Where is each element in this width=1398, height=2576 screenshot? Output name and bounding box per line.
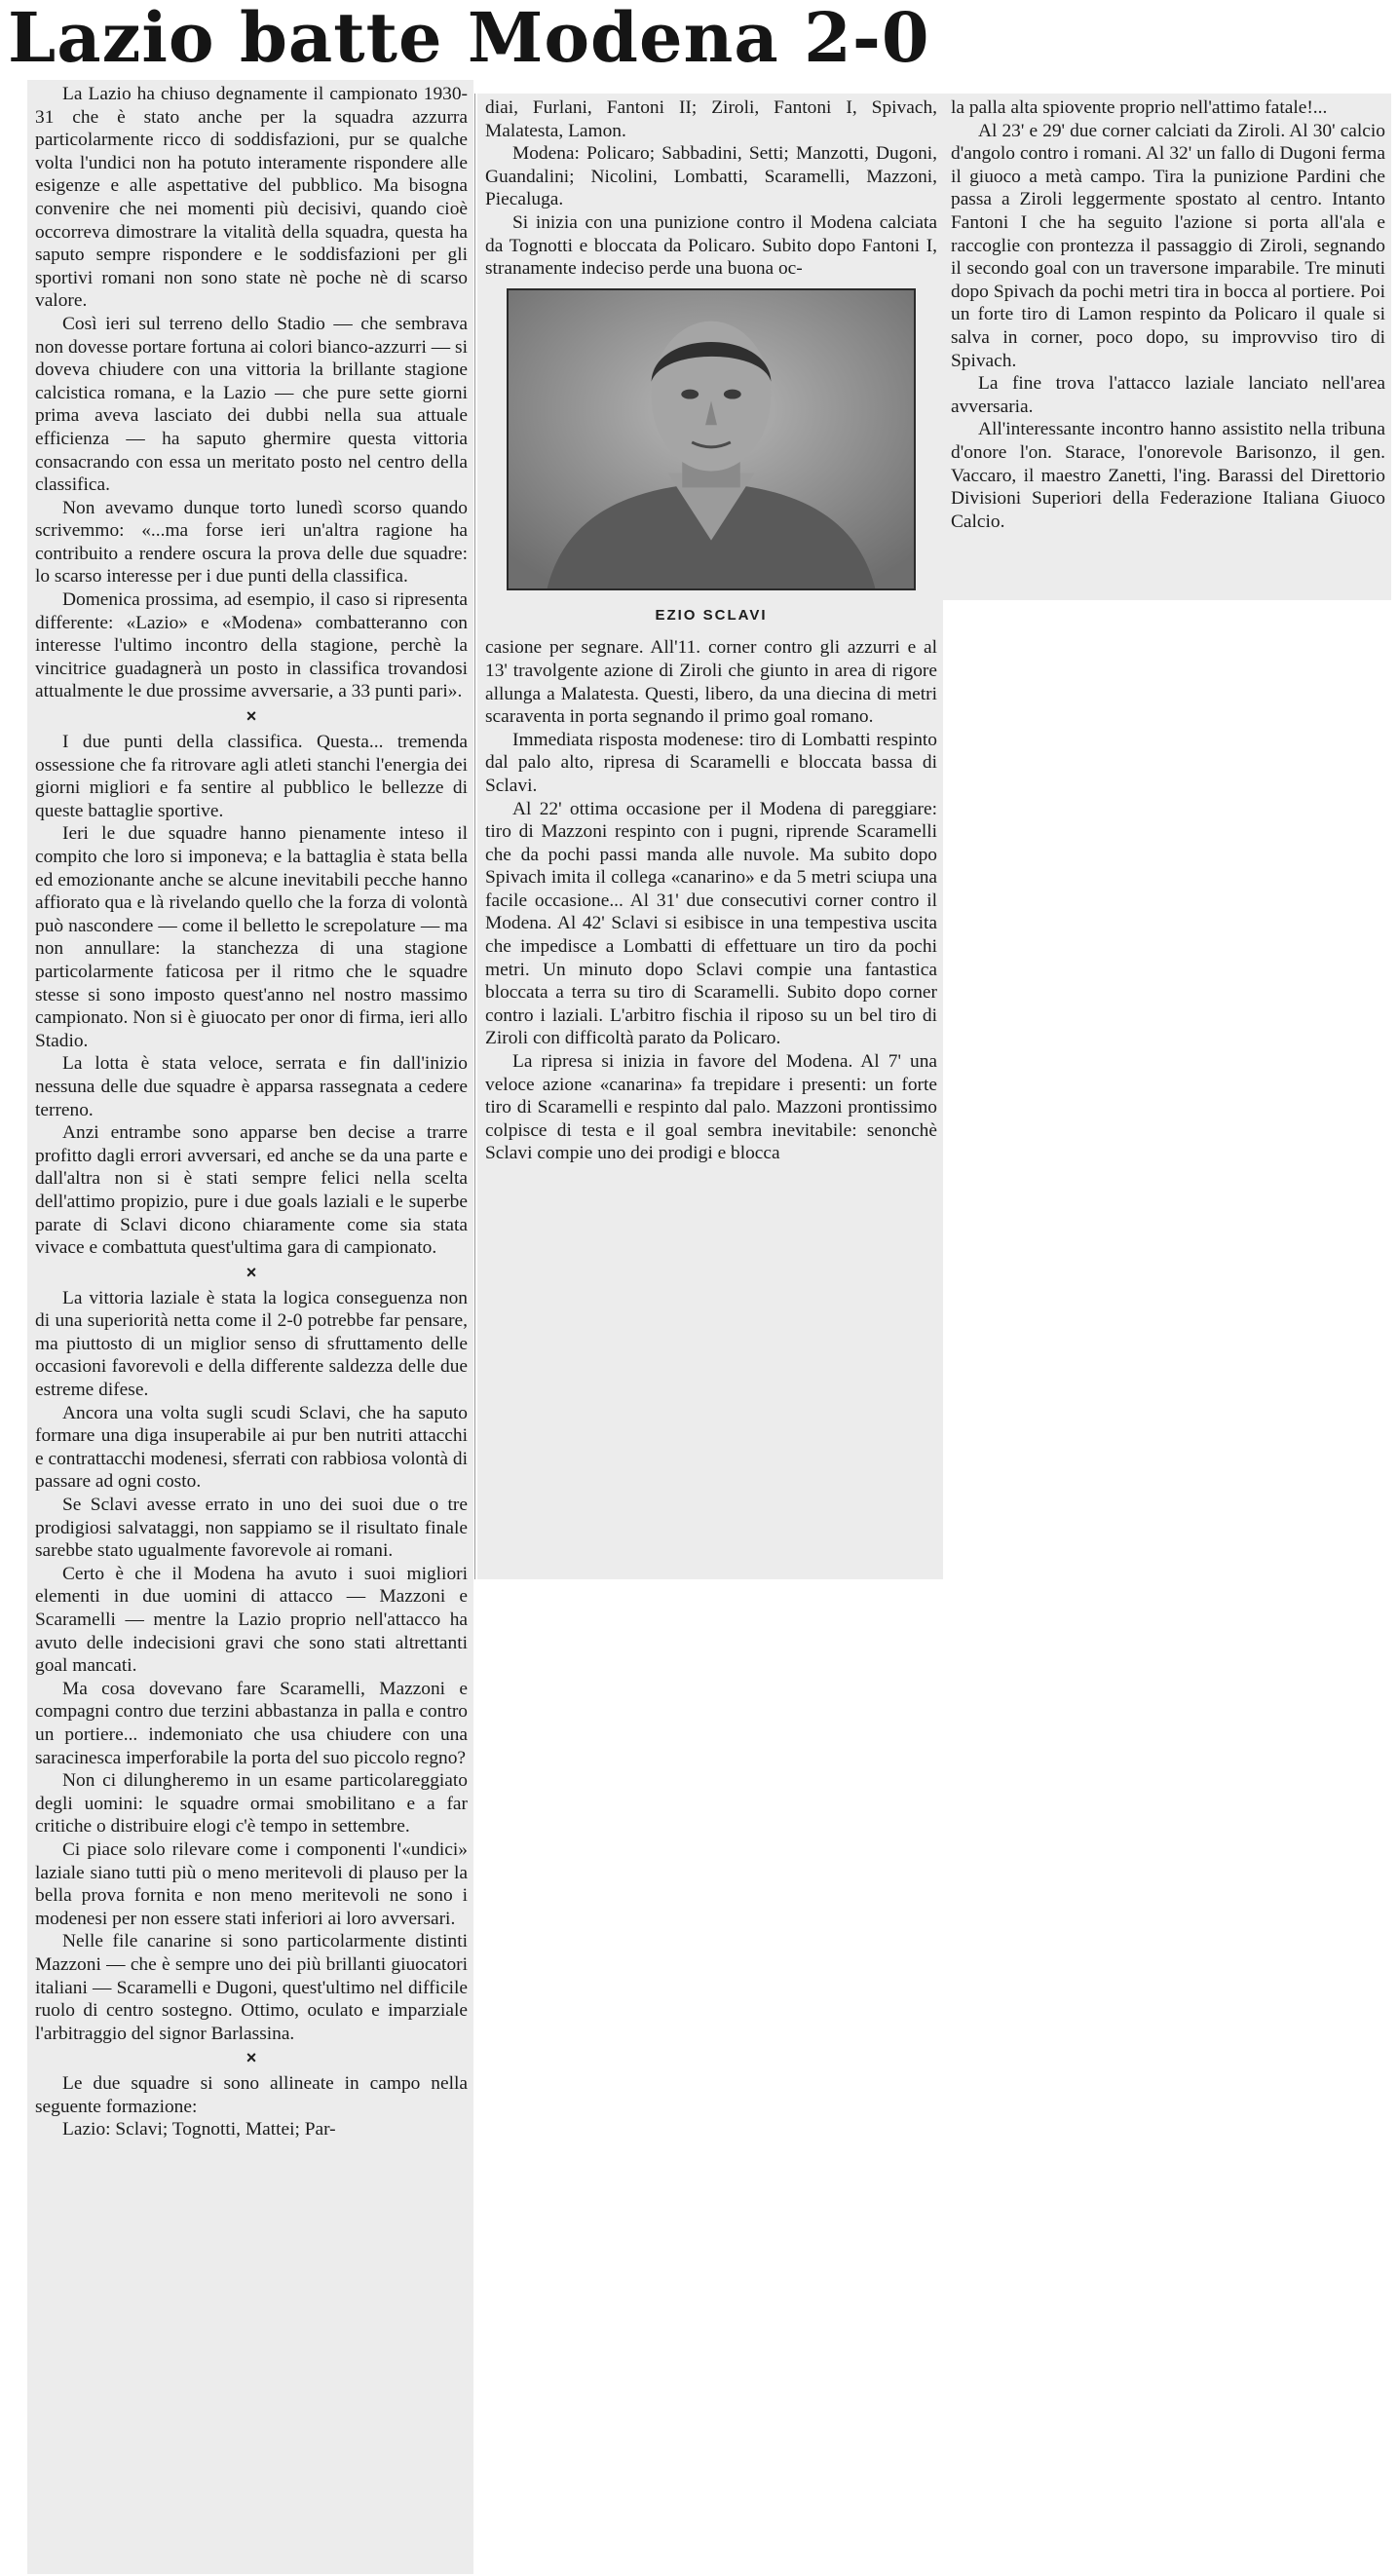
article-column-2	[477, 94, 943, 1579]
paragraph: Anzi entrambe sono apparse ben decise a trarre profitto dagli errori avversari, ed anche se da una parte e dall'altra non si è stati sempre felici nella scelta dell'attimo propizio, pure i due goals laziali e le superbe parate di Sclavi dicono chiaramente come sia stata vivace e combattuta quest'ultima gara di campionato.	[35, 1122, 468, 1259]
player-photo	[507, 288, 916, 590]
paragraph: Si inizia con una punizione contro il Modena calciata da Tognotti e bloccata da Policaro. Subito dopo Fantoni I, stranamente indeciso perde una buona oc-	[485, 211, 937, 280]
lineup-modena: Modena: Policaro; Sabbadini, Setti; Manzotti, Dugoni, Guandalini; Nicolini, Lombatti, Scaramelli, Mazzoni, Piecaluga.	[485, 143, 937, 210]
photo-block	[507, 288, 916, 627]
article-column-3	[943, 94, 1391, 600]
paragraph: All'interessante incontro hanno assistito nella tribuna d'onore l'on. Starace, l'onorevole Barisonzo, il gen. Vaccaro, il maestro Zanetti, l'ing. Barassi del Direttorio Divisioni Superiori della Federazione Italiana Giuoco Calcio.	[951, 419, 1385, 532]
lineup-lazio-continued: diai, Furlani, Fantoni II; Ziroli, Fantoni I, Spivach, Malatesta, Lamon.	[485, 97, 937, 141]
article-column-1	[27, 80, 473, 2574]
headline: Lazio batte Modena 2-0	[8, 0, 930, 76]
paragraph: la palla alta spiovente proprio nell'attimo fatale!...	[951, 97, 1328, 118]
paragraph: La ripresa si inizia in favore del Modena. Al 7' una veloce azione «canarina» fa trepidare i presenti: un forte tiro di Scaramelli e respinto dal palo. Mazzoni prontissimo colpisce di testa e il goal sembra inevitabile: senonchè Sclavi compie uno dei prodigi e blocca	[485, 1051, 937, 1164]
portrait-image	[509, 290, 914, 588]
section-separator: ×	[246, 1262, 257, 1282]
paragraph: La lotta è stata veloce, serrata e fin dall'inizio nessuna delle due squadre è apparsa rassegnata a cedere terreno.	[35, 1053, 468, 1120]
paragraph: Ieri le due squadre hanno pienamente inteso il compito che loro si imponeva; e la battaglia è stata bella ed emozionante anche se alcune inevitabili pecche hanno affiorato qua e là rivelando quello che la forza di volontà può nascondere — come il belletto le screpolature — ma non annullare: la stanchezza di una stagione particolarmente faticosa per il ritmo che le squadre stesse si sono imposto quest'anno nel nostro massimo campionato. Non si è giuocato per onor di firma, ieri allo Stadio.	[35, 823, 468, 1051]
paragraph: La vittoria laziale è stata la logica conseguenza non di una superiorità netta come il 2-0 potrebbe far pensare, ma piuttosto di un miglior senso di sfruttamento delle occasioni favorevoli e della differente saldezza delle due estreme difese.	[35, 1287, 468, 1401]
section-separator: ×	[246, 706, 257, 727]
lineup-lazio: Lazio: Sclavi; Tognotti, Mattei; Par-	[62, 2119, 336, 2140]
paragraph: Ma cosa dovevano fare Scaramelli, Mazzoni e compagni contro due terzini abbastanza in palla e contro un portiere... indemoniato che usa chiudere con una saracinesca imperforabile la porta del suo piccolo regno?	[35, 1678, 468, 1768]
paragraph: Certo è che il Modena ha avuto i suoi migliori elementi in due uomini di attacco — Mazzoni e Scaramelli — mentre la Lazio proprio nell'attacco ha avuto delle indecisioni gravi che sono stati altrettanti goal mancati.	[35, 1563, 468, 1677]
paragraph: Le due squadre si sono allineate in campo nella seguente formazione:	[35, 2073, 468, 2117]
paragraph: Al 23' e 29' due corner calciati da Ziroli. Al 30' calcio d'angolo contro i romani. Al 32' un fallo di Dugoni ferma il giuoco a metà campo. Tira la punizione Pardini che passa a Ziroli leggermente spostato al centro. Intanto Fantoni I che ha seguito l'azione si porta all'ala e raccoglie con prontezza il passaggio di Ziroli, segnando il secondo goal con un traversone imparabile. Tre minuti dopo Spivach da pochi metri tira in bocca al portiere. Poi un forte tiro di Lamon respinto da Policaro il quale si salva in corner, poco dopo, su improvviso tiro di Spivach.	[951, 120, 1385, 371]
paragraph: Domenica prossima, ad esempio, il caso si ripresenta differente: «Lazio» e «Modena» combatteranno con interesse l'ultimo incontro della stagione, perchè la vincitrice guadagnerà un posto in classifica trovandosi attualmente le due prossime avversarie, a 33 punti pari».	[35, 589, 468, 702]
paragraph: Immediata risposta modenese: tiro di Lombatti respinto dal palo alto, ripresa di Scaramelli e bloccata bassa di Sclavi.	[485, 729, 937, 796]
paragraph: Al 22' ottima occasione per il Modena di pareggiare: tiro di Mazzoni respinto con i pugni, riprende Scaramelli che da pochi passi manda alle nuvole. Ma subito dopo Spivach imita il collega «canarino» e da 5 metri sciupa una facile occasione... Al 31' due consecutivi corner contro il Modena. Al 42' Sclavi si esibisce in una tempestiva uscita che impedisce a Lombatti di effettuare un tiro da pochi metri. Un minuto dopo Sclavi compie una fantastica bloccata a terra su tiro di Scaramelli. Subito dopo corner contro i laziali. L'arbitro fischia il riposo su un bel tiro di Ziroli con difficoltà parato da Policaro.	[485, 798, 937, 1049]
paragraph: I due punti della classifica. Questa... tremenda ossessione che fa ritrovare agli atleti stanchi l'energia dei giorni migliori e fa sentire al pubblico le bellezze di queste battaglie sportive.	[35, 732, 468, 821]
photo-caption: EZIO SCLAVI	[655, 606, 768, 624]
paragraph: Nelle file canarine si sono particolarmente distinti Mazzoni — che è sempre uno dei più brillanti giuocatori italiani — Scaramelli e Dugoni, quest'ultimo nel difficile ruolo di centro sostegno. Ottimo, oculato e imparziale l'arbitraggio del signor Barlassina.	[35, 1931, 468, 2044]
paragraph: Non avevamo dunque torto lunedì scorso quando scrivemmo: «...ma forse ieri un'altra ragione ha contribuito a rendere oscura la prova delle due squadre: lo scarso interesse per i due punti della classifica.	[35, 497, 468, 587]
column-rule	[474, 94, 475, 1579]
paragraph: Ancora una volta sugli scudi Sclavi, che ha saputo formare una diga insuperabile ai pur ben nutriti attacchi e contrattacchi modenesi, sferrati con rabbiosa volontà di passare ad ogni costo.	[35, 1402, 468, 1493]
paragraph: La fine trova l'attacco laziale lanciato nell'area avversaria.	[951, 373, 1385, 417]
paragraph: Ci piace solo rilevare come i componenti l'«undici» laziale siano tutti più o meno meritevoli di plauso per la bella prova fornita e non meno meritevoli ne sono i modenesi per non essere stati inferiori ai loro avversari.	[35, 1838, 468, 1929]
paragraph: La Lazio ha chiuso degnamente il campionato 1930-31 che è stato anche per la squadra azzurra particolarmente ricco di soddisfazioni, pur se qualche volta l'undici non ha potuto interamente rispondere alle esigenze e alle aspettative del pubblico. Ma bisogna convenire che nei momenti più decisivi, quando cioè occorreva dimostrare la vitalità della squadra, questa ha saputo sempre rispondere e le soddisfazioni per gli sportivi romani non sono state nè poche nè di scarso valore.	[35, 84, 468, 312]
paragraph: Così ieri sul terreno dello Stadio — che sembrava non dovesse portare fortuna ai colori bianco-azzurri — si doveva chiudere con una vittoria la brillante stagione calcistica romana, e la Lazio — che pure sette giorni prima aveva lasciato dei dubbi nella sua attuale efficienza — ha saputo ghermire questa vittoria consacrando con essa un meritato posto nel centro della classifica.	[35, 313, 468, 496]
paragraph: casione per segnare. All'11. corner contro gli azzurri e al 13' travolgente azione di Ziroli che giunto in area di rigore allunga a Malatesta. Questi, libero, da una diecina di metri scaraventa in porta segnando il primo goal romano.	[485, 637, 937, 728]
paragraph: Non ci dilungheremo in un esame particolareggiato degli uomini: le squadre ormai smobilitano e a far critiche o distribuire elogi c'è tempo in settembre.	[35, 1770, 468, 1837]
paragraph: Se Sclavi avesse errato in uno dei suoi due o tre prodigiosi salvataggi, non sappiamo se il risultato finale sarebbe stato ugualmente favorevole ai romani.	[35, 1495, 468, 1562]
section-separator: ×	[246, 2048, 257, 2068]
